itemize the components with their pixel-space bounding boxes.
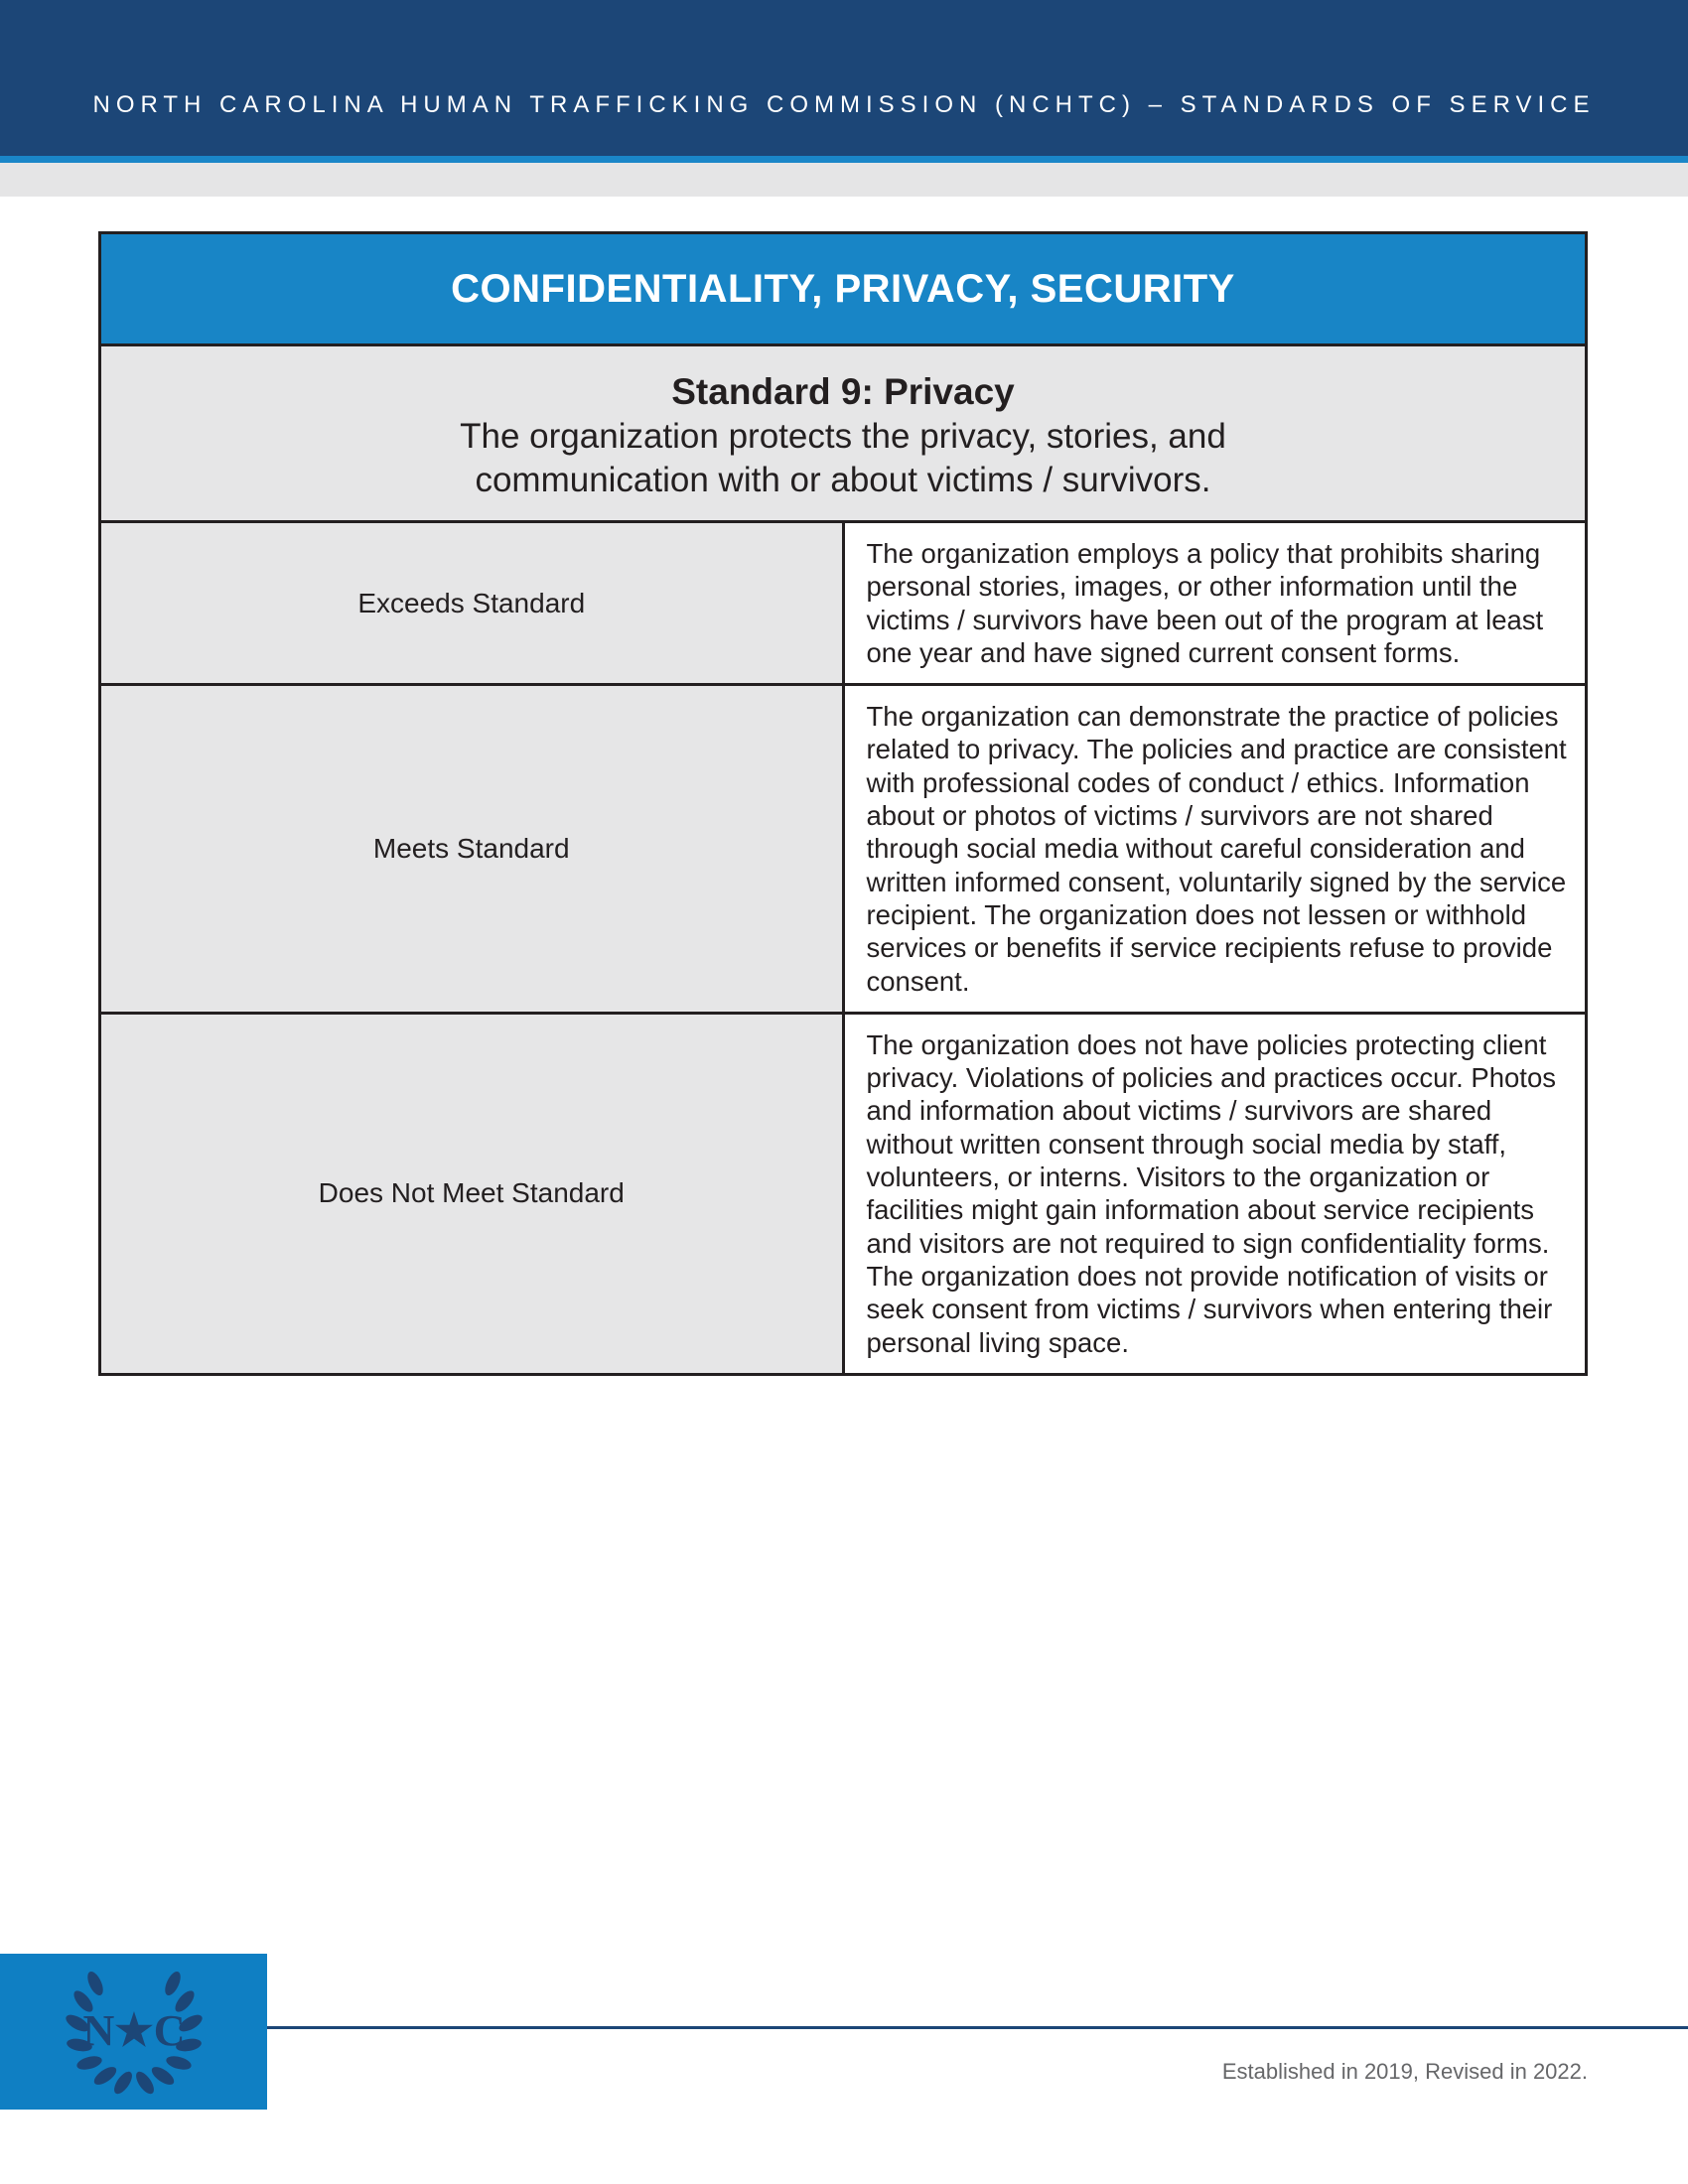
level-description-exceeds: The organization employs a policy that prohibits sharing personal stories, images, or other information until the victims / survivors have been out of the program at least one year and have signed current consent forms. (843, 522, 1587, 685)
standard-title: Standard 9: Privacy (671, 370, 1015, 412)
page-header-title: NORTH CAROLINA HUMAN TRAFFICKING COMMISSION (NCHTC) – STANDARDS OF SERVICE (92, 91, 1596, 118)
level-label-exceeds: Exceeds Standard (100, 522, 844, 685)
category-heading: CONFIDENTIALITY, PRIVACY, SECURITY (100, 233, 1587, 345)
nc-monogram: N★C (82, 2006, 186, 2055)
laurel-wreath-icon (0, 1954, 267, 2110)
footer-established-note: Established in 2019, Revised in 2022. (1221, 2059, 1588, 2084)
table-row-meets (100, 685, 1587, 1014)
header-accent-stripe (0, 156, 1688, 163)
header-gray-stripe (0, 163, 1688, 197)
nc-logo (0, 1954, 267, 2110)
footer-rule (267, 2026, 1688, 2029)
level-description-does-not-meet: The organization does not have policies protecting client privacy. Violations of policies and practices occur. Photos and information about victims / survivors are shared without written consent through social media by staff, volunteers, or interns. Visitors to the organization or facilities might gain information about service recipients and visitors are not required to sign confidentiality forms. The organization does not provide notification of visits or seek consent from victims / survivors when entering their personal living space. (843, 1013, 1587, 1374)
standard-header (100, 345, 1587, 522)
level-label-does-not-meet: Does Not Meet Standard (100, 1013, 844, 1374)
standard-table (98, 231, 1588, 1376)
header-band (0, 0, 1688, 156)
table-row-does-not-meet (100, 1013, 1587, 1374)
standard-description: The organization protects the privacy, stories, and communication with or about victims / survivors. (460, 416, 1226, 499)
level-label-meets: Meets Standard (100, 685, 844, 1014)
level-description-meets: The organization can demonstrate the practice of policies related to privacy. The policies and practice are consistent with professional codes of conduct / ethics. Information about or photos of victims / survivors are not shared through social media without careful consideration and written informed consent, voluntarily signed by the service recipient. The organization does not lessen or withhold services or benefits if service recipients refuse to provide consent. (843, 685, 1587, 1014)
table-row-exceeds (100, 522, 1587, 685)
